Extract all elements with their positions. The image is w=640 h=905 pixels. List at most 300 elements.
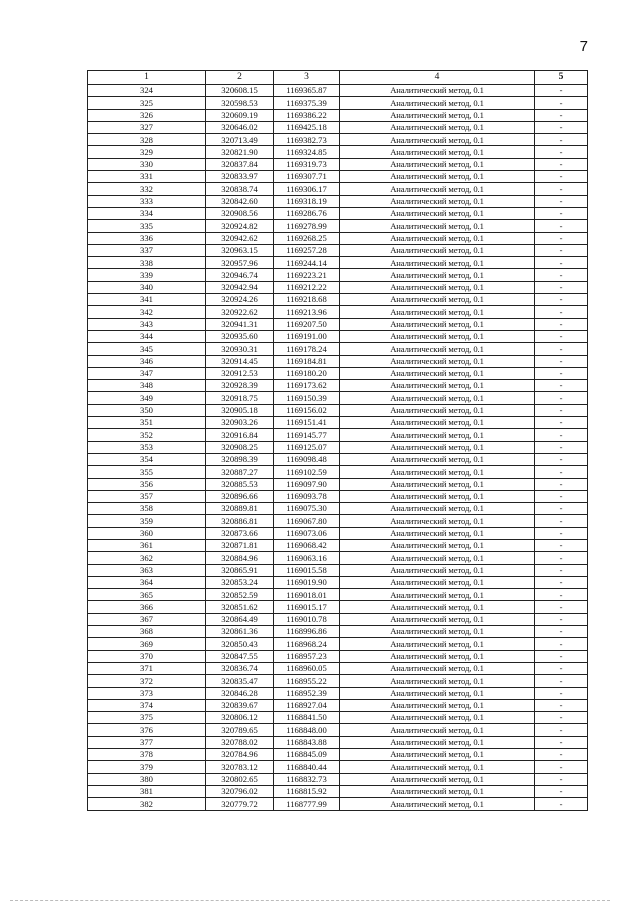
cell-point-number: 331 — [88, 171, 206, 183]
cell-y-coordinate: 1169125.07 — [274, 441, 340, 453]
cell-method: Аналитический метод, 0.1 — [340, 318, 535, 330]
cell-x-coordinate: 320884.96 — [206, 552, 274, 564]
cell-point-number: 345 — [88, 343, 206, 355]
cell-point-number: 371 — [88, 662, 206, 674]
table-row — [88, 552, 588, 564]
cell-description: - — [535, 109, 588, 121]
cell-description: - — [535, 417, 588, 429]
cell-description: - — [535, 281, 588, 293]
cell-method: Аналитический метод, 0.1 — [340, 195, 535, 207]
cell-y-coordinate: 1169010.78 — [274, 613, 340, 625]
cell-y-coordinate: 1168815.92 — [274, 785, 340, 797]
cell-description: - — [535, 601, 588, 613]
cell-description: - — [535, 761, 588, 773]
cell-method: Аналитический метод, 0.1 — [340, 712, 535, 724]
cell-y-coordinate: 1169151.41 — [274, 417, 340, 429]
cell-x-coordinate: 320957.96 — [206, 257, 274, 269]
cell-y-coordinate: 1168968.24 — [274, 638, 340, 650]
cell-description: - — [535, 429, 588, 441]
table-row — [88, 281, 588, 293]
cell-method: Аналитический метод, 0.1 — [340, 134, 535, 146]
cell-method: Аналитический метод, 0.1 — [340, 355, 535, 367]
cell-x-coordinate: 320887.27 — [206, 466, 274, 478]
cell-method: Аналитический метод, 0.1 — [340, 564, 535, 576]
cell-method: Аналитический метод, 0.1 — [340, 404, 535, 416]
cell-y-coordinate: 1169375.39 — [274, 97, 340, 109]
table-row — [88, 121, 588, 133]
cell-point-number: 327 — [88, 121, 206, 133]
cell-x-coordinate: 320806.12 — [206, 712, 274, 724]
cell-description: - — [535, 798, 588, 810]
cell-y-coordinate: 1168927.04 — [274, 699, 340, 711]
cell-y-coordinate: 1168996.86 — [274, 626, 340, 638]
table-row — [88, 244, 588, 256]
cell-method: Аналитический метод, 0.1 — [340, 798, 535, 810]
cell-y-coordinate: 1169286.76 — [274, 207, 340, 219]
cell-x-coordinate: 320608.15 — [206, 85, 274, 97]
table-row — [88, 220, 588, 232]
cell-x-coordinate: 320833.97 — [206, 171, 274, 183]
cell-y-coordinate: 1169223.21 — [274, 269, 340, 281]
cell-y-coordinate: 1169015.17 — [274, 601, 340, 613]
cell-method: Аналитический метод, 0.1 — [340, 503, 535, 515]
cell-point-number: 354 — [88, 453, 206, 465]
cell-method: Аналитический метод, 0.1 — [340, 269, 535, 281]
cell-x-coordinate: 320886.81 — [206, 515, 274, 527]
cell-y-coordinate: 1169015.58 — [274, 564, 340, 576]
cell-x-coordinate: 320788.02 — [206, 736, 274, 748]
cell-x-coordinate: 320802.65 — [206, 773, 274, 785]
cell-point-number: 350 — [88, 404, 206, 416]
cell-x-coordinate: 320835.47 — [206, 675, 274, 687]
cell-y-coordinate: 1169018.01 — [274, 589, 340, 601]
cell-x-coordinate: 320924.82 — [206, 220, 274, 232]
cell-method: Аналитический метод, 0.1 — [340, 183, 535, 195]
cell-method: Аналитический метод, 0.1 — [340, 539, 535, 551]
cell-x-coordinate: 320930.31 — [206, 343, 274, 355]
table-row — [88, 712, 588, 724]
cell-x-coordinate: 320912.53 — [206, 367, 274, 379]
cell-method: Аналитический метод, 0.1 — [340, 330, 535, 342]
table-row — [88, 749, 588, 761]
cell-point-number: 355 — [88, 466, 206, 478]
cell-method: Аналитический метод, 0.1 — [340, 761, 535, 773]
cell-point-number: 374 — [88, 699, 206, 711]
cell-y-coordinate: 1169324.85 — [274, 146, 340, 158]
cell-y-coordinate: 1169075.30 — [274, 503, 340, 515]
cell-point-number: 377 — [88, 736, 206, 748]
cell-description: - — [535, 343, 588, 355]
cell-x-coordinate: 320935.60 — [206, 330, 274, 342]
cell-point-number: 326 — [88, 109, 206, 121]
cell-x-coordinate: 320942.94 — [206, 281, 274, 293]
cell-y-coordinate: 1169097.90 — [274, 478, 340, 490]
table-row — [88, 294, 588, 306]
table-row — [88, 503, 588, 515]
cell-method: Аналитический метод, 0.1 — [340, 232, 535, 244]
cell-point-number: 328 — [88, 134, 206, 146]
cell-description: - — [535, 404, 588, 416]
cell-x-coordinate: 320609.19 — [206, 109, 274, 121]
cell-point-number: 367 — [88, 613, 206, 625]
cell-point-number: 332 — [88, 183, 206, 195]
cell-x-coordinate: 320905.18 — [206, 404, 274, 416]
cell-y-coordinate: 1168960.05 — [274, 662, 340, 674]
cell-description: - — [535, 294, 588, 306]
cell-method: Аналитический метод, 0.1 — [340, 109, 535, 121]
table-row — [88, 662, 588, 674]
cell-description: - — [535, 478, 588, 490]
cell-y-coordinate: 1169068.42 — [274, 539, 340, 551]
cell-point-number: 351 — [88, 417, 206, 429]
cell-description: - — [535, 490, 588, 502]
header-x-coordinate: 2 — [206, 71, 274, 85]
cell-method: Аналитический метод, 0.1 — [340, 736, 535, 748]
table-row — [88, 171, 588, 183]
cell-description: - — [535, 269, 588, 281]
cell-point-number: 379 — [88, 761, 206, 773]
cell-point-number: 341 — [88, 294, 206, 306]
cell-y-coordinate: 1169145.77 — [274, 429, 340, 441]
cell-x-coordinate: 320836.74 — [206, 662, 274, 674]
cell-method: Аналитический метод, 0.1 — [340, 552, 535, 564]
cell-y-coordinate: 1168843.88 — [274, 736, 340, 748]
cell-x-coordinate: 320946.74 — [206, 269, 274, 281]
cell-y-coordinate: 1169278.99 — [274, 220, 340, 232]
cell-method: Аналитический метод, 0.1 — [340, 367, 535, 379]
cell-description: - — [535, 207, 588, 219]
table-row — [88, 515, 588, 527]
table-row — [88, 134, 588, 146]
cell-point-number: 329 — [88, 146, 206, 158]
cell-description: - — [535, 441, 588, 453]
cell-description: - — [535, 503, 588, 515]
table-row — [88, 429, 588, 441]
cell-x-coordinate: 320838.74 — [206, 183, 274, 195]
cell-y-coordinate: 1169318.19 — [274, 195, 340, 207]
cell-point-number: 344 — [88, 330, 206, 342]
cell-description: - — [535, 564, 588, 576]
table-row — [88, 441, 588, 453]
cell-x-coordinate: 320916.84 — [206, 429, 274, 441]
cell-point-number: 334 — [88, 207, 206, 219]
cell-y-coordinate: 1169067.80 — [274, 515, 340, 527]
cell-point-number: 347 — [88, 367, 206, 379]
cell-method: Аналитический метод, 0.1 — [340, 613, 535, 625]
cell-point-number: 352 — [88, 429, 206, 441]
cell-y-coordinate: 1169244.14 — [274, 257, 340, 269]
cell-x-coordinate: 320783.12 — [206, 761, 274, 773]
cell-y-coordinate: 1169184.81 — [274, 355, 340, 367]
cell-description: - — [535, 675, 588, 687]
cell-method: Аналитический метод, 0.1 — [340, 85, 535, 97]
cell-point-number: 364 — [88, 576, 206, 588]
cell-y-coordinate: 1168777.99 — [274, 798, 340, 810]
cell-point-number: 343 — [88, 318, 206, 330]
cell-x-coordinate: 320873.66 — [206, 527, 274, 539]
cell-y-coordinate: 1169213.96 — [274, 306, 340, 318]
table-row — [88, 318, 588, 330]
cell-x-coordinate: 320796.02 — [206, 785, 274, 797]
cell-y-coordinate: 1169319.73 — [274, 158, 340, 170]
cell-description: - — [535, 330, 588, 342]
table-row — [88, 306, 588, 318]
cell-method: Аналитический метод, 0.1 — [340, 392, 535, 404]
cell-point-number: 368 — [88, 626, 206, 638]
table-row — [88, 355, 588, 367]
cell-description: - — [535, 367, 588, 379]
table-row — [88, 589, 588, 601]
cell-method: Аналитический метод, 0.1 — [340, 699, 535, 711]
table-row — [88, 207, 588, 219]
cell-description: - — [535, 638, 588, 650]
cell-method: Аналитический метод, 0.1 — [340, 417, 535, 429]
cell-point-number: 361 — [88, 539, 206, 551]
cell-method: Аналитический метод, 0.1 — [340, 158, 535, 170]
cell-y-coordinate: 1169212.22 — [274, 281, 340, 293]
cell-point-number: 325 — [88, 97, 206, 109]
cell-method: Аналитический метод, 0.1 — [340, 675, 535, 687]
cell-y-coordinate: 1169218.68 — [274, 294, 340, 306]
cell-description: - — [535, 220, 588, 232]
table-row — [88, 109, 588, 121]
cell-point-number: 370 — [88, 650, 206, 662]
table-row — [88, 626, 588, 638]
cell-point-number: 333 — [88, 195, 206, 207]
table-row — [88, 564, 588, 576]
cell-description: - — [535, 134, 588, 146]
cell-point-number: 382 — [88, 798, 206, 810]
cell-point-number: 375 — [88, 712, 206, 724]
table-row — [88, 675, 588, 687]
cell-point-number: 362 — [88, 552, 206, 564]
table-row — [88, 158, 588, 170]
cell-x-coordinate: 320941.31 — [206, 318, 274, 330]
cell-description: - — [535, 539, 588, 551]
cell-point-number: 358 — [88, 503, 206, 515]
cell-x-coordinate: 320851.62 — [206, 601, 274, 613]
cell-x-coordinate: 320598.53 — [206, 97, 274, 109]
cell-method: Аналитический метод, 0.1 — [340, 121, 535, 133]
cell-y-coordinate: 1169268.25 — [274, 232, 340, 244]
table-row — [88, 195, 588, 207]
cell-description: - — [535, 244, 588, 256]
table-row — [88, 539, 588, 551]
cell-x-coordinate: 320846.28 — [206, 687, 274, 699]
cell-y-coordinate: 1169063.16 — [274, 552, 340, 564]
table-row — [88, 638, 588, 650]
cell-method: Аналитический метод, 0.1 — [340, 257, 535, 269]
table-row — [88, 269, 588, 281]
cell-point-number: 338 — [88, 257, 206, 269]
cell-y-coordinate: 1169382.73 — [274, 134, 340, 146]
cell-method: Аналитический метод, 0.1 — [340, 650, 535, 662]
cell-point-number: 353 — [88, 441, 206, 453]
cell-x-coordinate: 320646.02 — [206, 121, 274, 133]
cell-point-number: 360 — [88, 527, 206, 539]
table-row — [88, 97, 588, 109]
cell-y-coordinate: 1168832.73 — [274, 773, 340, 785]
cell-x-coordinate: 320896.66 — [206, 490, 274, 502]
cell-point-number: 342 — [88, 306, 206, 318]
cell-x-coordinate: 320839.67 — [206, 699, 274, 711]
cell-description: - — [535, 552, 588, 564]
cell-point-number: 365 — [88, 589, 206, 601]
cell-point-number: 330 — [88, 158, 206, 170]
cell-y-coordinate: 1168840.44 — [274, 761, 340, 773]
cell-description: - — [535, 527, 588, 539]
cell-description: - — [535, 785, 588, 797]
cell-description: - — [535, 306, 588, 318]
cell-method: Аналитический метод, 0.1 — [340, 466, 535, 478]
table-row — [88, 343, 588, 355]
cell-description: - — [535, 195, 588, 207]
table-row — [88, 613, 588, 625]
cell-x-coordinate: 320784.96 — [206, 749, 274, 761]
cell-description: - — [535, 699, 588, 711]
cell-y-coordinate: 1169093.78 — [274, 490, 340, 502]
cell-y-coordinate: 1169102.59 — [274, 466, 340, 478]
cell-x-coordinate: 320865.91 — [206, 564, 274, 576]
cell-method: Аналитический метод, 0.1 — [340, 343, 535, 355]
cell-x-coordinate: 320837.84 — [206, 158, 274, 170]
cell-x-coordinate: 320850.43 — [206, 638, 274, 650]
table-row — [88, 724, 588, 736]
table-row — [88, 736, 588, 748]
scan-bottom-edge — [10, 900, 610, 901]
cell-x-coordinate: 320942.62 — [206, 232, 274, 244]
table-row — [88, 576, 588, 588]
cell-method: Аналитический метод, 0.1 — [340, 146, 535, 158]
table-row — [88, 773, 588, 785]
cell-x-coordinate: 320922.62 — [206, 306, 274, 318]
cell-method: Аналитический метод, 0.1 — [340, 576, 535, 588]
table-row — [88, 601, 588, 613]
table-row — [88, 330, 588, 342]
cell-x-coordinate: 320885.53 — [206, 478, 274, 490]
cell-y-coordinate: 1169365.87 — [274, 85, 340, 97]
cell-method: Аналитический метод, 0.1 — [340, 429, 535, 441]
cell-method: Аналитический метод, 0.1 — [340, 207, 535, 219]
header-description: 5 — [535, 71, 588, 85]
table-row — [88, 650, 588, 662]
cell-description: - — [535, 589, 588, 601]
table-row — [88, 404, 588, 416]
cell-description: - — [535, 355, 588, 367]
table-row — [88, 699, 588, 711]
cell-y-coordinate: 1169073.06 — [274, 527, 340, 539]
cell-method: Аналитический метод, 0.1 — [340, 294, 535, 306]
cell-description: - — [535, 773, 588, 785]
cell-x-coordinate: 320847.55 — [206, 650, 274, 662]
cell-point-number: 381 — [88, 785, 206, 797]
cell-method: Аналитический метод, 0.1 — [340, 724, 535, 736]
table-row — [88, 392, 588, 404]
cell-y-coordinate: 1169307.71 — [274, 171, 340, 183]
cell-point-number: 372 — [88, 675, 206, 687]
cell-point-number: 363 — [88, 564, 206, 576]
cell-x-coordinate: 320898.39 — [206, 453, 274, 465]
table-row — [88, 380, 588, 392]
coordinates-table-container — [87, 70, 587, 811]
cell-point-number: 339 — [88, 269, 206, 281]
cell-method: Аналитический метод, 0.1 — [340, 662, 535, 674]
cell-x-coordinate: 320871.81 — [206, 539, 274, 551]
cell-x-coordinate: 320713.49 — [206, 134, 274, 146]
cell-y-coordinate: 1169156.02 — [274, 404, 340, 416]
cell-description: - — [535, 724, 588, 736]
cell-description: - — [535, 626, 588, 638]
coordinates-table — [87, 70, 588, 811]
cell-y-coordinate: 1169386.22 — [274, 109, 340, 121]
cell-x-coordinate: 320842.60 — [206, 195, 274, 207]
table-row — [88, 478, 588, 490]
cell-method: Аналитический метод, 0.1 — [340, 220, 535, 232]
cell-point-number: 336 — [88, 232, 206, 244]
cell-method: Аналитический метод, 0.1 — [340, 527, 535, 539]
table-row — [88, 466, 588, 478]
cell-description: - — [535, 662, 588, 674]
cell-description: - — [535, 466, 588, 478]
cell-description: - — [535, 318, 588, 330]
cell-method: Аналитический метод, 0.1 — [340, 281, 535, 293]
cell-x-coordinate: 320908.25 — [206, 441, 274, 453]
table-row — [88, 798, 588, 810]
cell-method: Аналитический метод, 0.1 — [340, 687, 535, 699]
cell-description: - — [535, 97, 588, 109]
cell-x-coordinate: 320914.45 — [206, 355, 274, 367]
cell-method: Аналитический метод, 0.1 — [340, 773, 535, 785]
cell-description: - — [535, 613, 588, 625]
table-body — [88, 85, 588, 811]
cell-description: - — [535, 380, 588, 392]
page-number: 7 — [579, 38, 588, 55]
cell-point-number: 348 — [88, 380, 206, 392]
cell-point-number: 324 — [88, 85, 206, 97]
cell-point-number: 337 — [88, 244, 206, 256]
cell-x-coordinate: 320928.39 — [206, 380, 274, 392]
cell-y-coordinate: 1169019.90 — [274, 576, 340, 588]
cell-point-number: 357 — [88, 490, 206, 502]
cell-description: - — [535, 392, 588, 404]
cell-method: Аналитический метод, 0.1 — [340, 380, 535, 392]
cell-point-number: 369 — [88, 638, 206, 650]
header-y-coordinate: 3 — [274, 71, 340, 85]
table-row — [88, 183, 588, 195]
table-row — [88, 490, 588, 502]
cell-description: - — [535, 183, 588, 195]
cell-method: Аналитический метод, 0.1 — [340, 749, 535, 761]
cell-point-number: 380 — [88, 773, 206, 785]
cell-x-coordinate: 320864.49 — [206, 613, 274, 625]
table-row — [88, 257, 588, 269]
cell-method: Аналитический метод, 0.1 — [340, 589, 535, 601]
table-row — [88, 417, 588, 429]
cell-point-number: 349 — [88, 392, 206, 404]
cell-y-coordinate: 1169180.20 — [274, 367, 340, 379]
cell-y-coordinate: 1169098.48 — [274, 453, 340, 465]
cell-method: Аналитический метод, 0.1 — [340, 171, 535, 183]
cell-description: - — [535, 687, 588, 699]
header-point-number: 1 — [88, 71, 206, 85]
cell-point-number: 346 — [88, 355, 206, 367]
header-method: 4 — [340, 71, 535, 85]
cell-y-coordinate: 1169257.28 — [274, 244, 340, 256]
cell-point-number: 340 — [88, 281, 206, 293]
table-row — [88, 85, 588, 97]
cell-description: - — [535, 712, 588, 724]
cell-y-coordinate: 1169207.50 — [274, 318, 340, 330]
